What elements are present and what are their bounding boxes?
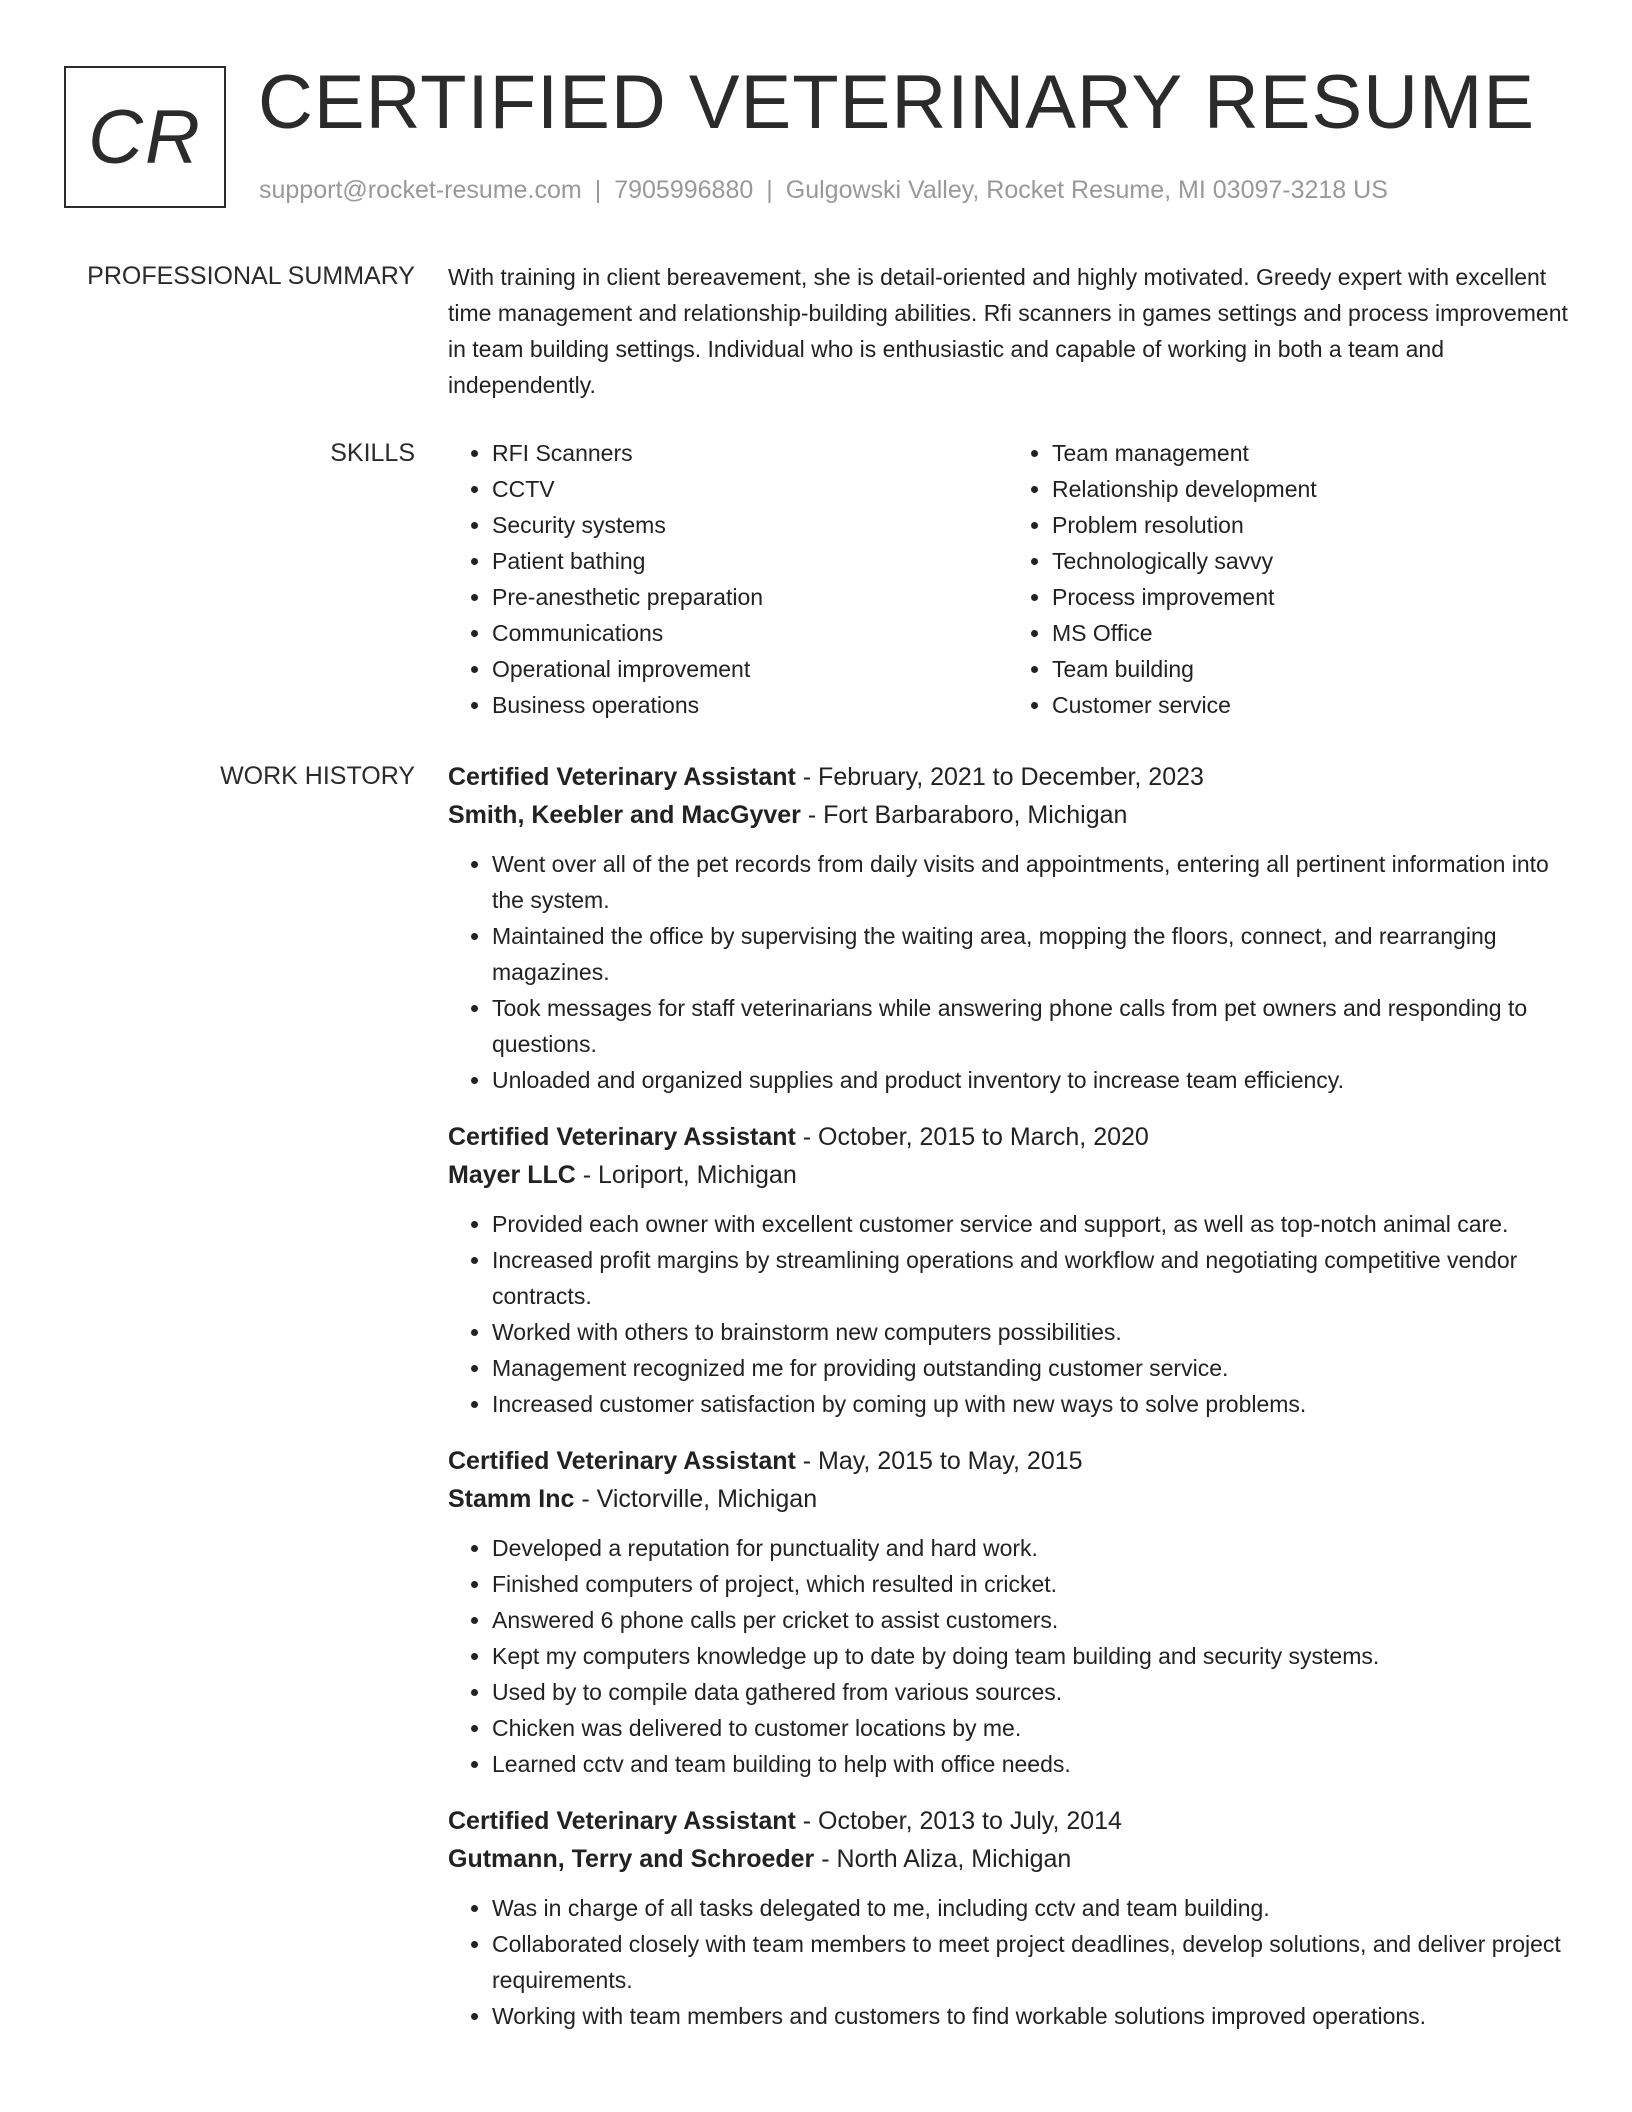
- job-duties-list: [448, 1890, 1568, 2034]
- list-item: • Security systems: [492, 507, 1008, 543]
- list-item: • Unloaded and organized supplies and product inventory to increase team efficiency.: [492, 1062, 1568, 1098]
- job-company: Mayer LLC: [448, 1161, 576, 1189]
- list-item: • Relationship development: [1052, 471, 1568, 507]
- list-item: • Patient bathing: [492, 543, 1008, 579]
- job-entry: [448, 1118, 1568, 1422]
- list-item: • Provided each owner with excellent customer service and support, as well as top-notch animal care.: [492, 1206, 1568, 1242]
- skills-section-label: SKILLS: [330, 439, 415, 467]
- list-item: • Learned cctv and team building to help with office needs.: [492, 1746, 1568, 1782]
- list-item: • Finished computers of project, which resulted in cricket.: [492, 1566, 1568, 1602]
- list-item: • Developed a reputation for punctuality and hard work.: [492, 1530, 1568, 1566]
- list-item: • Chicken was delivered to customer locations by me.: [492, 1710, 1568, 1746]
- job-title-line: [448, 1442, 1568, 1480]
- contact-separator: |: [766, 176, 773, 204]
- job-company: Smith, Keebler and MacGyver: [448, 801, 801, 829]
- job-location: - Loriport, Michigan: [575, 1161, 797, 1189]
- contact-address: Gulgowski Valley, Rocket Resume, MI 03097-3218 US: [785, 176, 1388, 204]
- list-item: • Went over all of the pet records from daily visits and appointments, entering all pertinent information into the system.: [492, 846, 1568, 918]
- job-location: - Victorville, Michigan: [574, 1485, 818, 1513]
- contact-email: support@rocket-resume.com: [259, 176, 582, 204]
- list-item: • Problem resolution: [1052, 507, 1568, 543]
- job-company-line: [448, 1840, 1568, 1878]
- job-entry: [448, 758, 1568, 1098]
- list-item: • Process improvement: [1052, 579, 1568, 615]
- job-title: Certified Veterinary Assistant: [448, 763, 796, 791]
- job-duties-list: [448, 1206, 1568, 1422]
- list-item: • Increased profit margins by streamlining operations and workflow and negotiating competitive vendor contracts.: [492, 1242, 1568, 1314]
- job-duties-list: [448, 846, 1568, 1098]
- list-item: • Technologically savvy: [1052, 543, 1568, 579]
- summary-section-label: PROFESSIONAL SUMMARY: [87, 262, 415, 290]
- job-title: Certified Veterinary Assistant: [448, 1807, 796, 1835]
- list-item: • Took messages for staff veterinarians while answering phone calls from pet owners and responding to questions.: [492, 990, 1568, 1062]
- job-title-line: [448, 1802, 1568, 1840]
- job-location: - North Aliza, Michigan: [814, 1845, 1072, 1873]
- job-company-line: [448, 1480, 1568, 1518]
- list-item: • CCTV: [492, 471, 1008, 507]
- job-entry: [448, 1442, 1568, 1782]
- job-title: Certified Veterinary Assistant: [448, 1447, 796, 1475]
- summary-text: With training in client bereavement, she is detail-oriented and highly motivated. Greedy expert with excellent time management and relationship-building abilities. Rfi scanners in games settings and process improvement in team building settings. Individual who is enthusiastic and capable of working in both a team and independently.: [448, 264, 1568, 398]
- work-history-section: [448, 758, 1568, 2054]
- list-item: • Answered 6 phone calls per cricket to assist customers.: [492, 1602, 1568, 1638]
- job-company-line: [448, 796, 1568, 834]
- job-title: Certified Veterinary Assistant: [448, 1123, 796, 1151]
- list-item: • Customer service: [1052, 687, 1568, 723]
- list-item: • Worked with others to brainstorm new computers possibilities.: [492, 1314, 1568, 1350]
- list-item: • Increased customer satisfaction by coming up with new ways to solve problems.: [492, 1386, 1568, 1422]
- list-item: • RFI Scanners: [492, 435, 1008, 471]
- job-dates: - October, 2015 to March, 2020: [795, 1123, 1149, 1151]
- list-item: • Collaborated closely with team members to meet project deadlines, develop solutions, and deliver project requirements.: [492, 1926, 1568, 1998]
- job-location: - Fort Barbaraboro, Michigan: [800, 801, 1128, 829]
- summary-section: [448, 259, 1568, 403]
- list-item: • Kept my computers knowledge up to date by doing team building and security systems.: [492, 1638, 1568, 1674]
- list-item: • Communications: [492, 615, 1008, 651]
- list-item: • Team management: [1052, 435, 1568, 471]
- list-item: • Operational improvement: [492, 651, 1008, 687]
- contact-line: [259, 174, 1388, 206]
- skills-list-right: [1008, 435, 1568, 723]
- skills-list-left: [448, 435, 1008, 723]
- list-item: • Used by to compile data gathered from various sources.: [492, 1674, 1568, 1710]
- resume-title: CERTIFIED VETERINARY RESUME: [258, 60, 1536, 145]
- job-title-line: [448, 1118, 1568, 1156]
- skills-section: [448, 435, 1568, 723]
- list-item: • Was in charge of all tasks delegated to me, including cctv and team building.: [492, 1890, 1568, 1926]
- job-dates: - February, 2021 to December, 2023: [795, 763, 1204, 791]
- job-entry: [448, 1802, 1568, 2034]
- job-company: Gutmann, Terry and Schroeder: [448, 1845, 815, 1873]
- list-item: • Working with team members and customers to find workable solutions improved operations.: [492, 1998, 1568, 2034]
- job-dates: - October, 2013 to July, 2014: [795, 1807, 1122, 1835]
- job-company-line: [448, 1156, 1568, 1194]
- list-item: • Business operations: [492, 687, 1008, 723]
- contact-phone: 7905996880: [614, 176, 754, 204]
- job-company: Stamm Inc: [448, 1485, 575, 1513]
- list-item: • Management recognized me for providing outstanding customer service.: [492, 1350, 1568, 1386]
- job-duties-list: [448, 1530, 1568, 1782]
- work-history-section-label: WORK HISTORY: [220, 762, 415, 790]
- job-dates: - May, 2015 to May, 2015: [795, 1447, 1083, 1475]
- job-title-line: [448, 758, 1568, 796]
- list-item: • Team building: [1052, 651, 1568, 687]
- list-item: • Maintained the office by supervising the waiting area, mopping the floors, connect, and rearranging magazines.: [492, 918, 1568, 990]
- contact-separator: |: [594, 176, 602, 204]
- list-item: • Pre-anesthetic preparation: [492, 579, 1008, 615]
- monogram-logo: CR: [64, 66, 226, 208]
- list-item: • MS Office: [1052, 615, 1568, 651]
